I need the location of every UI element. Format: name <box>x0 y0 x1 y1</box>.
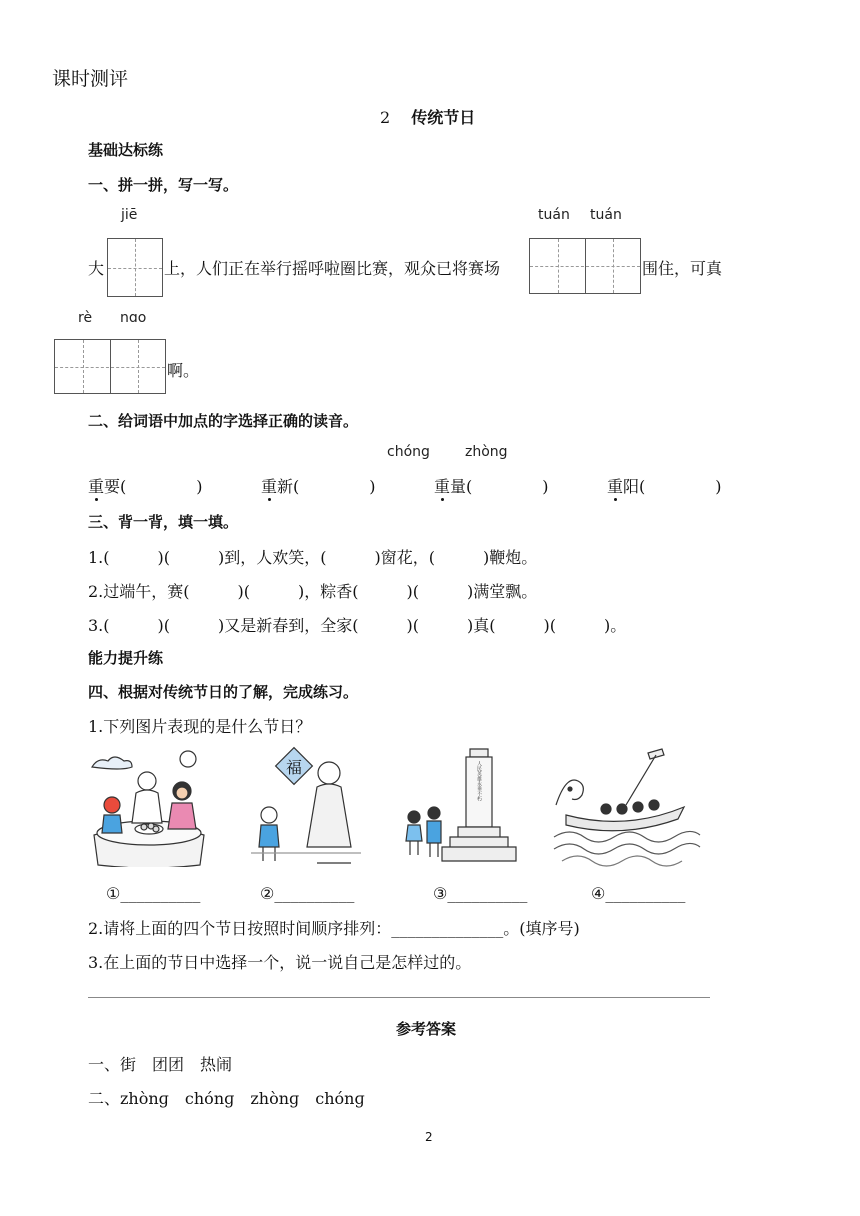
dotted-char: 重 <box>607 477 624 496</box>
q4-sub-2: 2.请将上面的四个节日按照时间顺序排列：______________。(填序号) <box>88 919 580 938</box>
paren: )( <box>157 616 170 635</box>
q4-blank-2[interactable]: ②__________ <box>260 884 355 903</box>
paren: )( <box>543 616 556 635</box>
q1-text-c: 围住，可真 <box>642 259 723 278</box>
section-advanced: 能力提升练 <box>88 649 164 667</box>
paren: )( <box>237 582 250 601</box>
tianzige-renao[interactable] <box>54 339 166 394</box>
q3-line3-num: 3. <box>88 616 104 635</box>
answers-title: 参考答案 <box>396 1020 457 1038</box>
text: )到，人欢笑，( <box>218 548 327 567</box>
q2-word-3 <box>434 474 549 497</box>
section-basic: 基础达标练 <box>88 141 164 159</box>
pinyin-jie: jiē <box>121 207 138 223</box>
word-rest: 量( <box>450 477 473 496</box>
tianzige-tuantuan[interactable] <box>529 238 641 294</box>
text: )真( <box>466 616 496 635</box>
q2-option-chong: chóng <box>387 444 430 460</box>
qingming-picture <box>400 745 524 867</box>
text: )。 <box>603 616 627 635</box>
pinyin-re: rè <box>78 310 93 326</box>
dragon-boat-picture <box>552 745 702 867</box>
text: 2.过端午，赛( <box>88 582 190 601</box>
text: )鞭炮。 <box>483 548 538 567</box>
q2-word-2 <box>261 474 376 497</box>
q3-line-1 <box>88 545 537 568</box>
pinyin-tuan-2: tuán <box>590 207 622 223</box>
page-header: 课时测评 <box>52 68 129 90</box>
q4-blank-1[interactable]: ①__________ <box>106 884 201 903</box>
paren-close: ) <box>542 477 549 496</box>
q2-option-zhong: zhòng <box>465 444 508 460</box>
paren: )( <box>406 582 419 601</box>
q4-sub-3: 3.在上面的节日中选择一个，说一说自己是怎样过的。 <box>88 953 472 972</box>
q2-word-1 <box>88 474 203 497</box>
spring-festival-picture <box>247 745 365 867</box>
q3-line-2 <box>88 579 537 602</box>
word-rest: 阳( <box>623 477 646 496</box>
q3-title: 三、背一背，填一填。 <box>88 513 239 531</box>
word-rest: 要( <box>104 477 127 496</box>
paren: )( <box>406 616 419 635</box>
text: )窗花，( <box>374 548 435 567</box>
answer-2: 二、zhònɡ chónɡ zhònɡ chónɡ <box>88 1089 365 1108</box>
q1-title: 一、拼一拼，写一写。 <box>88 176 239 194</box>
pinyin-nao: nɑo <box>120 310 147 326</box>
text: )满堂飘。 <box>466 582 538 601</box>
paren-close: ) <box>369 477 376 496</box>
paren-close: ) <box>715 477 722 496</box>
q4-sub-1: 1.下列图片表现的是什么节日？ <box>88 717 312 736</box>
q4-title: 四、根据对传统节日的了解，完成练习。 <box>88 683 359 701</box>
q2-title: 二、给词语中加点的字选择正确的读音。 <box>88 412 359 430</box>
page-number: 2 <box>425 1130 433 1144</box>
q1-text-d: 啊。 <box>167 361 200 380</box>
dotted-char: 重 <box>434 477 451 496</box>
paren: )( <box>157 548 170 567</box>
dotted-char: 重 <box>88 477 105 496</box>
tianzige-jie[interactable] <box>107 238 163 297</box>
mid-autumn-picture <box>84 745 214 867</box>
text: )又是新春到，全家( <box>218 616 359 635</box>
paren: ( <box>103 616 110 635</box>
dotted-char: 重 <box>261 477 278 496</box>
answer-divider <box>88 997 710 998</box>
monument-inscription: 人民英雄永垂不朽 <box>476 761 482 801</box>
lesson-number: 2 <box>380 108 391 127</box>
text: )，粽香( <box>298 582 359 601</box>
q2-word-4 <box>607 474 722 497</box>
q1-text-a: 大 <box>88 259 105 278</box>
word-rest: 新( <box>277 477 300 496</box>
answer-1: 一、街 团团 热闹 <box>88 1055 233 1074</box>
paren: ( <box>103 548 110 567</box>
paren-close: ) <box>196 477 203 496</box>
lesson-title <box>380 105 475 128</box>
q3-line1-num: 1. <box>88 548 104 567</box>
pinyin-tuan-1: tuán <box>538 207 570 223</box>
q3-line-3 <box>88 613 626 636</box>
q1-text-b: 上，人们正在举行摇呼啦圈比赛，观众已将赛场 <box>164 259 501 278</box>
fu-character: 福 <box>285 758 303 777</box>
q4-blank-4[interactable]: ④__________ <box>591 884 686 903</box>
q4-blank-3[interactable]: ③__________ <box>433 884 528 903</box>
lesson-name: 传统节日 <box>411 108 476 127</box>
